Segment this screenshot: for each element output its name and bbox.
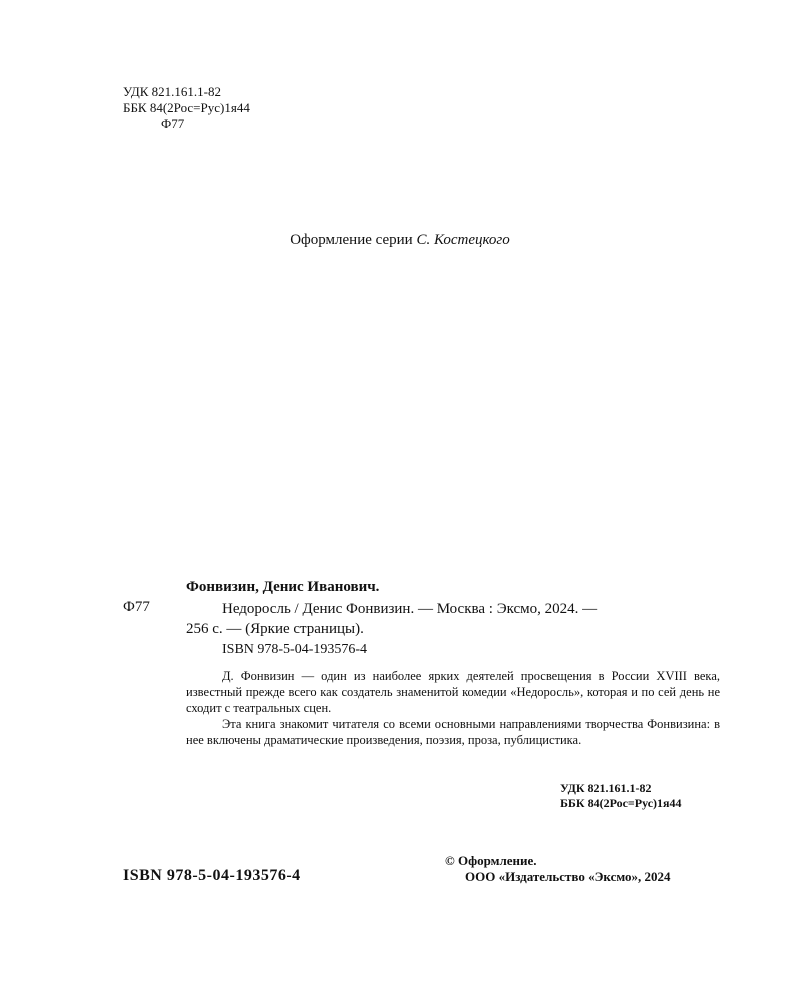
annotation-paragraph-1: Д. Фонвизин — один из наиболее ярких деятелей просвещения в России XVIII века, известный прежде всего как создатель знаменитой комедии «Недоросль», которая и по сей день не сходит с театральных сцен. xyxy=(186,669,720,715)
entry-isbn: ISBN 978-5-04-193576-4 xyxy=(222,642,368,657)
series-design-prefix: Оформление серии xyxy=(290,232,417,248)
author-sign: Ф77 xyxy=(161,116,185,131)
bbk-code-bottom: ББК 84(2Рос=Рус)1я44 xyxy=(560,796,682,810)
bibliographic-line-1: Недоросль / Денис Фонвизин. — Москва : Эксмо, 2024. — xyxy=(222,601,598,617)
annotation xyxy=(186,668,720,748)
copyright-line-2: ООО «Издательство «Эксмо», 2024 xyxy=(465,869,671,884)
copyright-line-1: © Оформление. xyxy=(445,853,537,868)
bbk-code: ББК 84(2Рос=Рус)1я44 xyxy=(123,100,250,115)
entry-author-sign: Ф77 xyxy=(123,599,150,615)
entry-author: Фонвизин, Денис Иванович. xyxy=(186,579,380,595)
bibliographic-description xyxy=(186,599,722,639)
udk-code: УДК 821.161.1-82 xyxy=(123,84,222,99)
series-design-credit xyxy=(0,232,800,249)
udk-code-bottom: УДК 821.161.1-82 xyxy=(560,781,652,795)
bibliographic-line-2: 256 с. — (Яркие страницы). xyxy=(186,621,364,637)
annotation-paragraph-2: Эта книга знакомит читателя со всеми основными направлениями творчества Фонвизина: в нее включены драматические произведения, поэзия, проза, публицистика. xyxy=(186,717,720,747)
series-designer-name: С. Костецкого xyxy=(416,232,510,248)
classification-bottom xyxy=(560,781,682,811)
classification-block xyxy=(123,84,250,132)
footer-isbn: ISBN 978-5-04-193576-4 xyxy=(123,867,301,884)
